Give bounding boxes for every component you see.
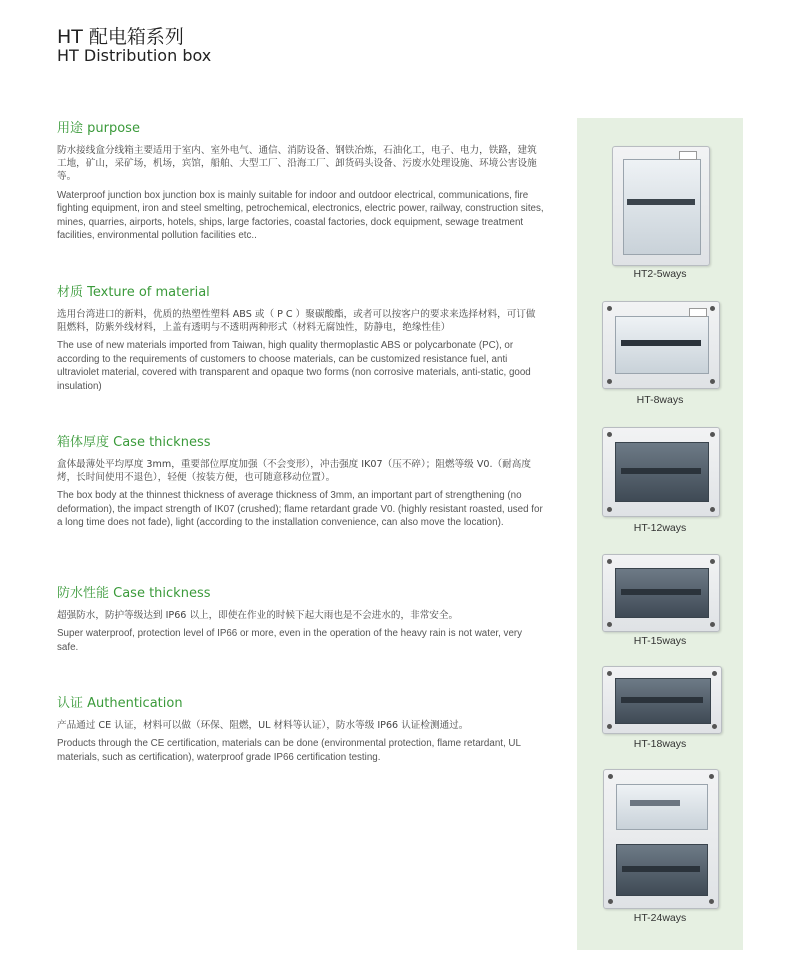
product-image-ht-15ways — [602, 554, 720, 632]
section-text-en: Super waterproof, protection level of IP66 or more, even in the operation of the heavy rain is not water, very safe. — [57, 628, 523, 653]
section-heading: 材质 Texture of material — [57, 285, 210, 300]
section-text-en: The use of new materials imported from Taiwan, high quality thermoplastic ABS or polycarbonate (PC), or according to the requirements of customers to choose materials, can be customized resistance fuel, anti ultraviolet material, covered with transparent and opaque two forms (non corrosive materials, anti-static, good insulation) — [57, 340, 531, 392]
section-text-cn: 防水接线盒分线箱主要适用于室内、室外电气、通信、消防设备、钢铁冶炼，石油化工，电子、电力，铁路，建筑工地，矿山，采矿场，机场，宾馆，船舶、大型工厂、沿海工厂、卸货码头设备、污废水处理设施、环境公害设施等。 — [57, 145, 537, 183]
product-caption: HT-24ways — [633, 912, 687, 924]
product-image-ht-24ways — [603, 769, 719, 909]
page-title-en: HT Distribution box — [57, 46, 212, 65]
section-text-en: The box body at the thinnest thickness of average thickness of 3mm, an important part of strengthening (no deformation), the impact strength of IK07 (crushed); flame retardant grade V0. (highly resistant roasted, used for a long time does not fade), light (according to the installation convenience, can also move the location). — [57, 490, 543, 529]
product-image-ht2-5ways — [612, 146, 710, 266]
section-material — [57, 281, 545, 393]
product-image-ht-18ways — [602, 666, 722, 734]
product-caption: HT2-5ways — [633, 268, 687, 280]
section-purpose — [57, 117, 545, 243]
section-heading: 防水性能 Case thickness — [57, 586, 211, 601]
section-text-cn: 超强防水，防护等级达到 IP66 以上，即使在作业的时候下起大雨也是不会进水的，非常安全。 — [57, 610, 459, 621]
product-caption: HT-18ways — [633, 738, 687, 750]
product-caption: HT-12ways — [633, 522, 687, 534]
section-heading: 用途 purpose — [57, 121, 140, 136]
section-text-en: Waterproof junction box junction box is mainly suitable for indoor and outdoor electrical, communications, fire fighting equipment, iron and steel smelting, petrochemical, electronics, electric power, railway, construction sites, mines, quarries, airports, hotels, ships, large factories, coastal factories, dock equipment, sewage treatment facilities, environmental pollution facilities etc.. — [57, 189, 544, 242]
section-case-thickness — [57, 431, 545, 530]
product-image-ht-8ways — [602, 301, 720, 389]
section-heading: 认证 Authentication — [57, 696, 183, 711]
section-text-cn: 盒体最薄处平均厚度 3mm，重要部位厚度加强（不会变形），冲击强度 IK07（压不碎）；阻燃等级 V0.（耐高度烤，长时间使用不退色），轻便（按装方便，也可随意移动位置）。 — [57, 459, 531, 484]
page-title-cn: HT 配电箱系列 — [57, 26, 184, 48]
section-authentication — [57, 692, 545, 764]
product-caption: HT-8ways — [636, 394, 684, 406]
product-panel — [577, 118, 743, 950]
section-heading: 箱体厚度 Case thickness — [57, 435, 211, 450]
section-text-cn: 选用台湾进口的新料，优质的热塑性塑料 ABS 或（ P C ）聚碳酸酯，或者可以按客户的要求来选择材料，可订做阻燃料，防紫外线材料，上盖有透明与不透明两种形式（材料无腐蚀性，防静电，绝缘性佳） — [57, 309, 536, 334]
section-text-en: Products through the CE certification, materials can be done (environmental protection, flame retardant, UL materials, such as certification), waterproof grade IP66 certification testing. — [57, 738, 521, 763]
product-image-ht-12ways — [602, 427, 720, 517]
section-text-cn: 产品通过 CE 认证，材料可以做（环保、阻燃，UL 材料等认证），防水等级 IP66 认证检测通过。 — [57, 720, 469, 731]
product-caption: HT-15ways — [633, 635, 687, 647]
section-waterproof — [57, 582, 545, 654]
